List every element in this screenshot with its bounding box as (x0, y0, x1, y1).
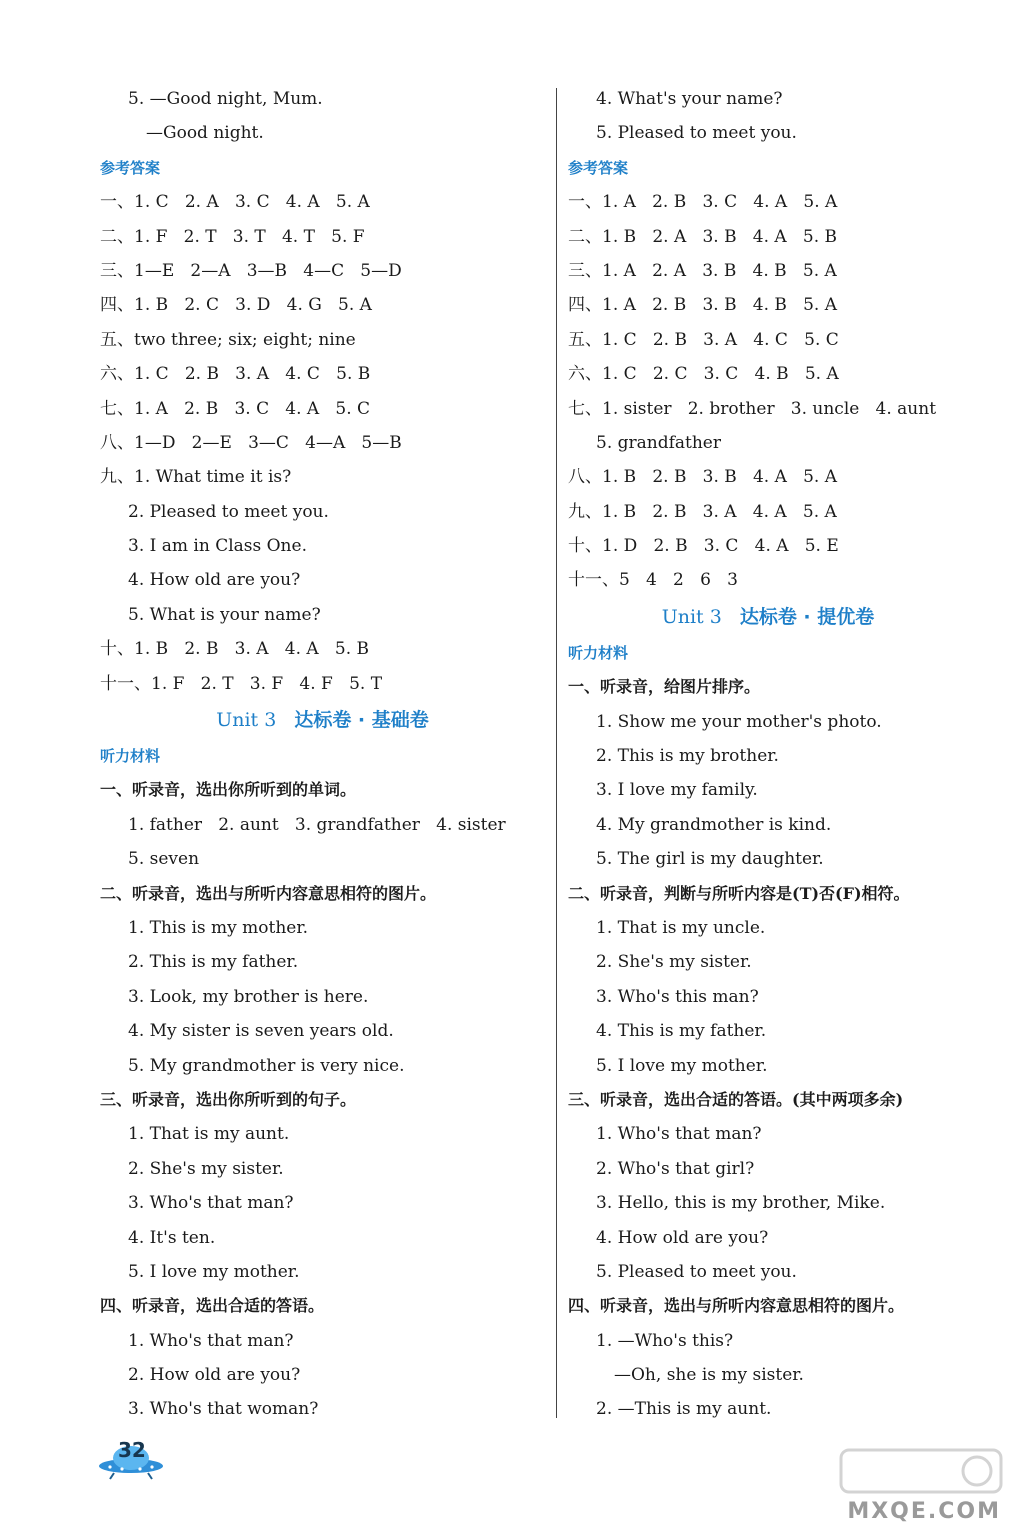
section-heading: 四、听录音，选出与所听内容意思相符的图片。 (568, 1296, 905, 1316)
answer-row: 七、1. A 2. B 3. C 4. A 5. C (100, 398, 371, 419)
answer-row: 四、1. B 2. C 3. D 4. G 5. A (100, 295, 372, 316)
item-line: 1. That is my aunt. (128, 1124, 290, 1145)
item-line: 1. This is my mother. (128, 917, 309, 938)
answer-row: 一、1. A 2. B 3. C 4. A 5. A (568, 192, 838, 213)
dialog-line: 5. —Good night, Mum. (128, 89, 323, 109)
answer-row: 十一、5 4 2 6 3 (568, 570, 738, 591)
item-line: —Oh, she is my sister. (614, 1365, 804, 1386)
answer-row: 六、1. C 2. B 3. A 4. C 5. B (100, 364, 371, 385)
item-line: 3. Hello, this is my brother, Mike. (596, 1193, 886, 1214)
answer-row: 三、1. A 2. A 3. B 4. B 5. A (568, 260, 837, 281)
item-line: 2. Who's that girl? (596, 1158, 755, 1179)
item-line: 4. It's ten. (128, 1227, 216, 1248)
answer-row: 3. I am in Class One. (128, 536, 307, 557)
unit-heading (100, 701, 545, 739)
answer-row: 三、1—E 2—A 3—B 4—C 5—D (100, 260, 402, 281)
item-line: 4. What's your name? (596, 89, 783, 109)
item-line: 5. The girl is my daughter. (596, 849, 824, 870)
item-line: 5. Pleased to meet you. (596, 1261, 797, 1282)
unit-prefix: Unit 3 (661, 605, 722, 628)
item-line: 1. father 2. aunt 3. grandfather 4. sister (128, 814, 506, 835)
left-column (100, 82, 545, 1427)
answer-row: 七、1. sister 2. brother 3. uncle 4. aunt (568, 398, 937, 419)
item-line: 3. Who's that woman? (128, 1399, 319, 1420)
answer-row: 二、1. F 2. T 3. T 4. T 5. F (100, 226, 365, 247)
section-heading: 二、听录音，判断与所听内容是(T)否(F)相符。 (568, 883, 910, 903)
item-line: 4. My sister is seven years old. (128, 1021, 394, 1042)
item-line: 5. I love my mother. (596, 1055, 768, 1076)
item-line: 5. My grandmother is very nice. (128, 1055, 405, 1076)
answer-row: 2. Pleased to meet you. (128, 501, 329, 522)
section-heading: 三、听录音，选出你所听到的句子。 (100, 1089, 357, 1109)
unit-title: 达标卷 · 提优卷 (739, 605, 875, 628)
answer-row: 5. grandfather (596, 432, 721, 453)
listening-label: 听力材料 (568, 643, 629, 662)
answer-row: 十、1. D 2. B 3. C 4. A 5. E (568, 536, 839, 557)
answers-label: 参考答案 (568, 158, 629, 177)
item-line: 1. Who's that man? (596, 1124, 762, 1145)
item-line: 3. Who's this man? (596, 986, 759, 1007)
item-line: 1. Show me your mother's photo. (596, 711, 882, 732)
answer-row: 九、1. What time it is? (100, 467, 292, 488)
section-heading: 二、听录音，选出与所听内容意思相符的图片。 (100, 883, 437, 903)
item-line: 4. This is my father. (596, 1021, 767, 1042)
answer-row: 八、1. B 2. B 3. B 4. A 5. A (568, 467, 837, 488)
item-line: 5. seven (128, 849, 200, 870)
answer-row: 四、1. A 2. B 3. B 4. B 5. A (568, 295, 837, 316)
answer-row: 五、1. C 2. B 3. A 4. C 5. C (568, 329, 839, 350)
item-line: 2. This is my brother. (596, 746, 779, 767)
page-number: 32 (118, 1438, 146, 1462)
answer-row: 一、1. C 2. A 3. C 4. A 5. A (100, 192, 370, 213)
answer-row: 五、two three; six; eight; nine (100, 329, 356, 350)
item-line: 5. I love my mother. (128, 1261, 300, 1282)
unit-heading (568, 598, 968, 636)
answer-row: 十一、1. F 2. T 3. F 4. F 5. T (100, 673, 383, 694)
item-line: 2. She's my sister. (128, 1158, 284, 1179)
unit-prefix: Unit 3 (216, 709, 277, 732)
dialog-line: —Good night. (146, 123, 264, 144)
right-column (568, 82, 968, 1427)
item-line: 1. Who's that man? (128, 1330, 294, 1351)
item-line: 4. My grandmother is kind. (596, 814, 832, 835)
item-line: 2. How old are you? (128, 1365, 301, 1386)
column-divider (556, 88, 557, 1418)
listening-label: 听力材料 (100, 747, 161, 766)
item-line: 2. —This is my aunt. (596, 1399, 772, 1420)
section-heading: 三、听录音，选出合适的答语。(其中两项多余) (568, 1089, 904, 1109)
watermark-text: MXQE.COM (847, 1499, 1001, 1524)
answers-label: 参考答案 (100, 158, 161, 177)
answer-row: 5. What is your name? (128, 604, 321, 625)
item-line: 3. Look, my brother is here. (128, 986, 369, 1007)
item-line: 2. She's my sister. (596, 952, 752, 973)
answer-row: 六、1. C 2. C 3. C 4. B 5. A (568, 364, 839, 385)
answer-row: 二、1. B 2. A 3. B 4. A 5. B (568, 226, 837, 247)
answer-row: 4. How old are you? (128, 570, 301, 591)
answer-row: 八、1—D 2—E 3—C 4—A 5—B (100, 432, 402, 453)
item-line: 1. —Who's this? (596, 1330, 734, 1351)
section-heading: 一、听录音，给图片排序。 (568, 677, 761, 697)
item-line: 5. Pleased to meet you. (596, 123, 797, 144)
item-line: 1. That is my uncle. (596, 917, 766, 938)
section-heading: 一、听录音，选出你所听到的单词。 (100, 780, 357, 800)
section-heading: 四、听录音，选出合适的答语。 (100, 1296, 325, 1316)
item-line: 3. I love my family. (596, 780, 758, 801)
answer-row: 十、1. B 2. B 3. A 4. A 5. B (100, 639, 369, 660)
item-line: 2. This is my father. (128, 952, 299, 973)
unit-title: 达标卷 · 基础卷 (294, 709, 429, 732)
item-line: 4. How old are you? (596, 1227, 769, 1248)
answer-row: 九、1. B 2. B 3. A 4. A 5. A (568, 501, 837, 522)
item-line: 3. Who's that man? (128, 1193, 294, 1214)
